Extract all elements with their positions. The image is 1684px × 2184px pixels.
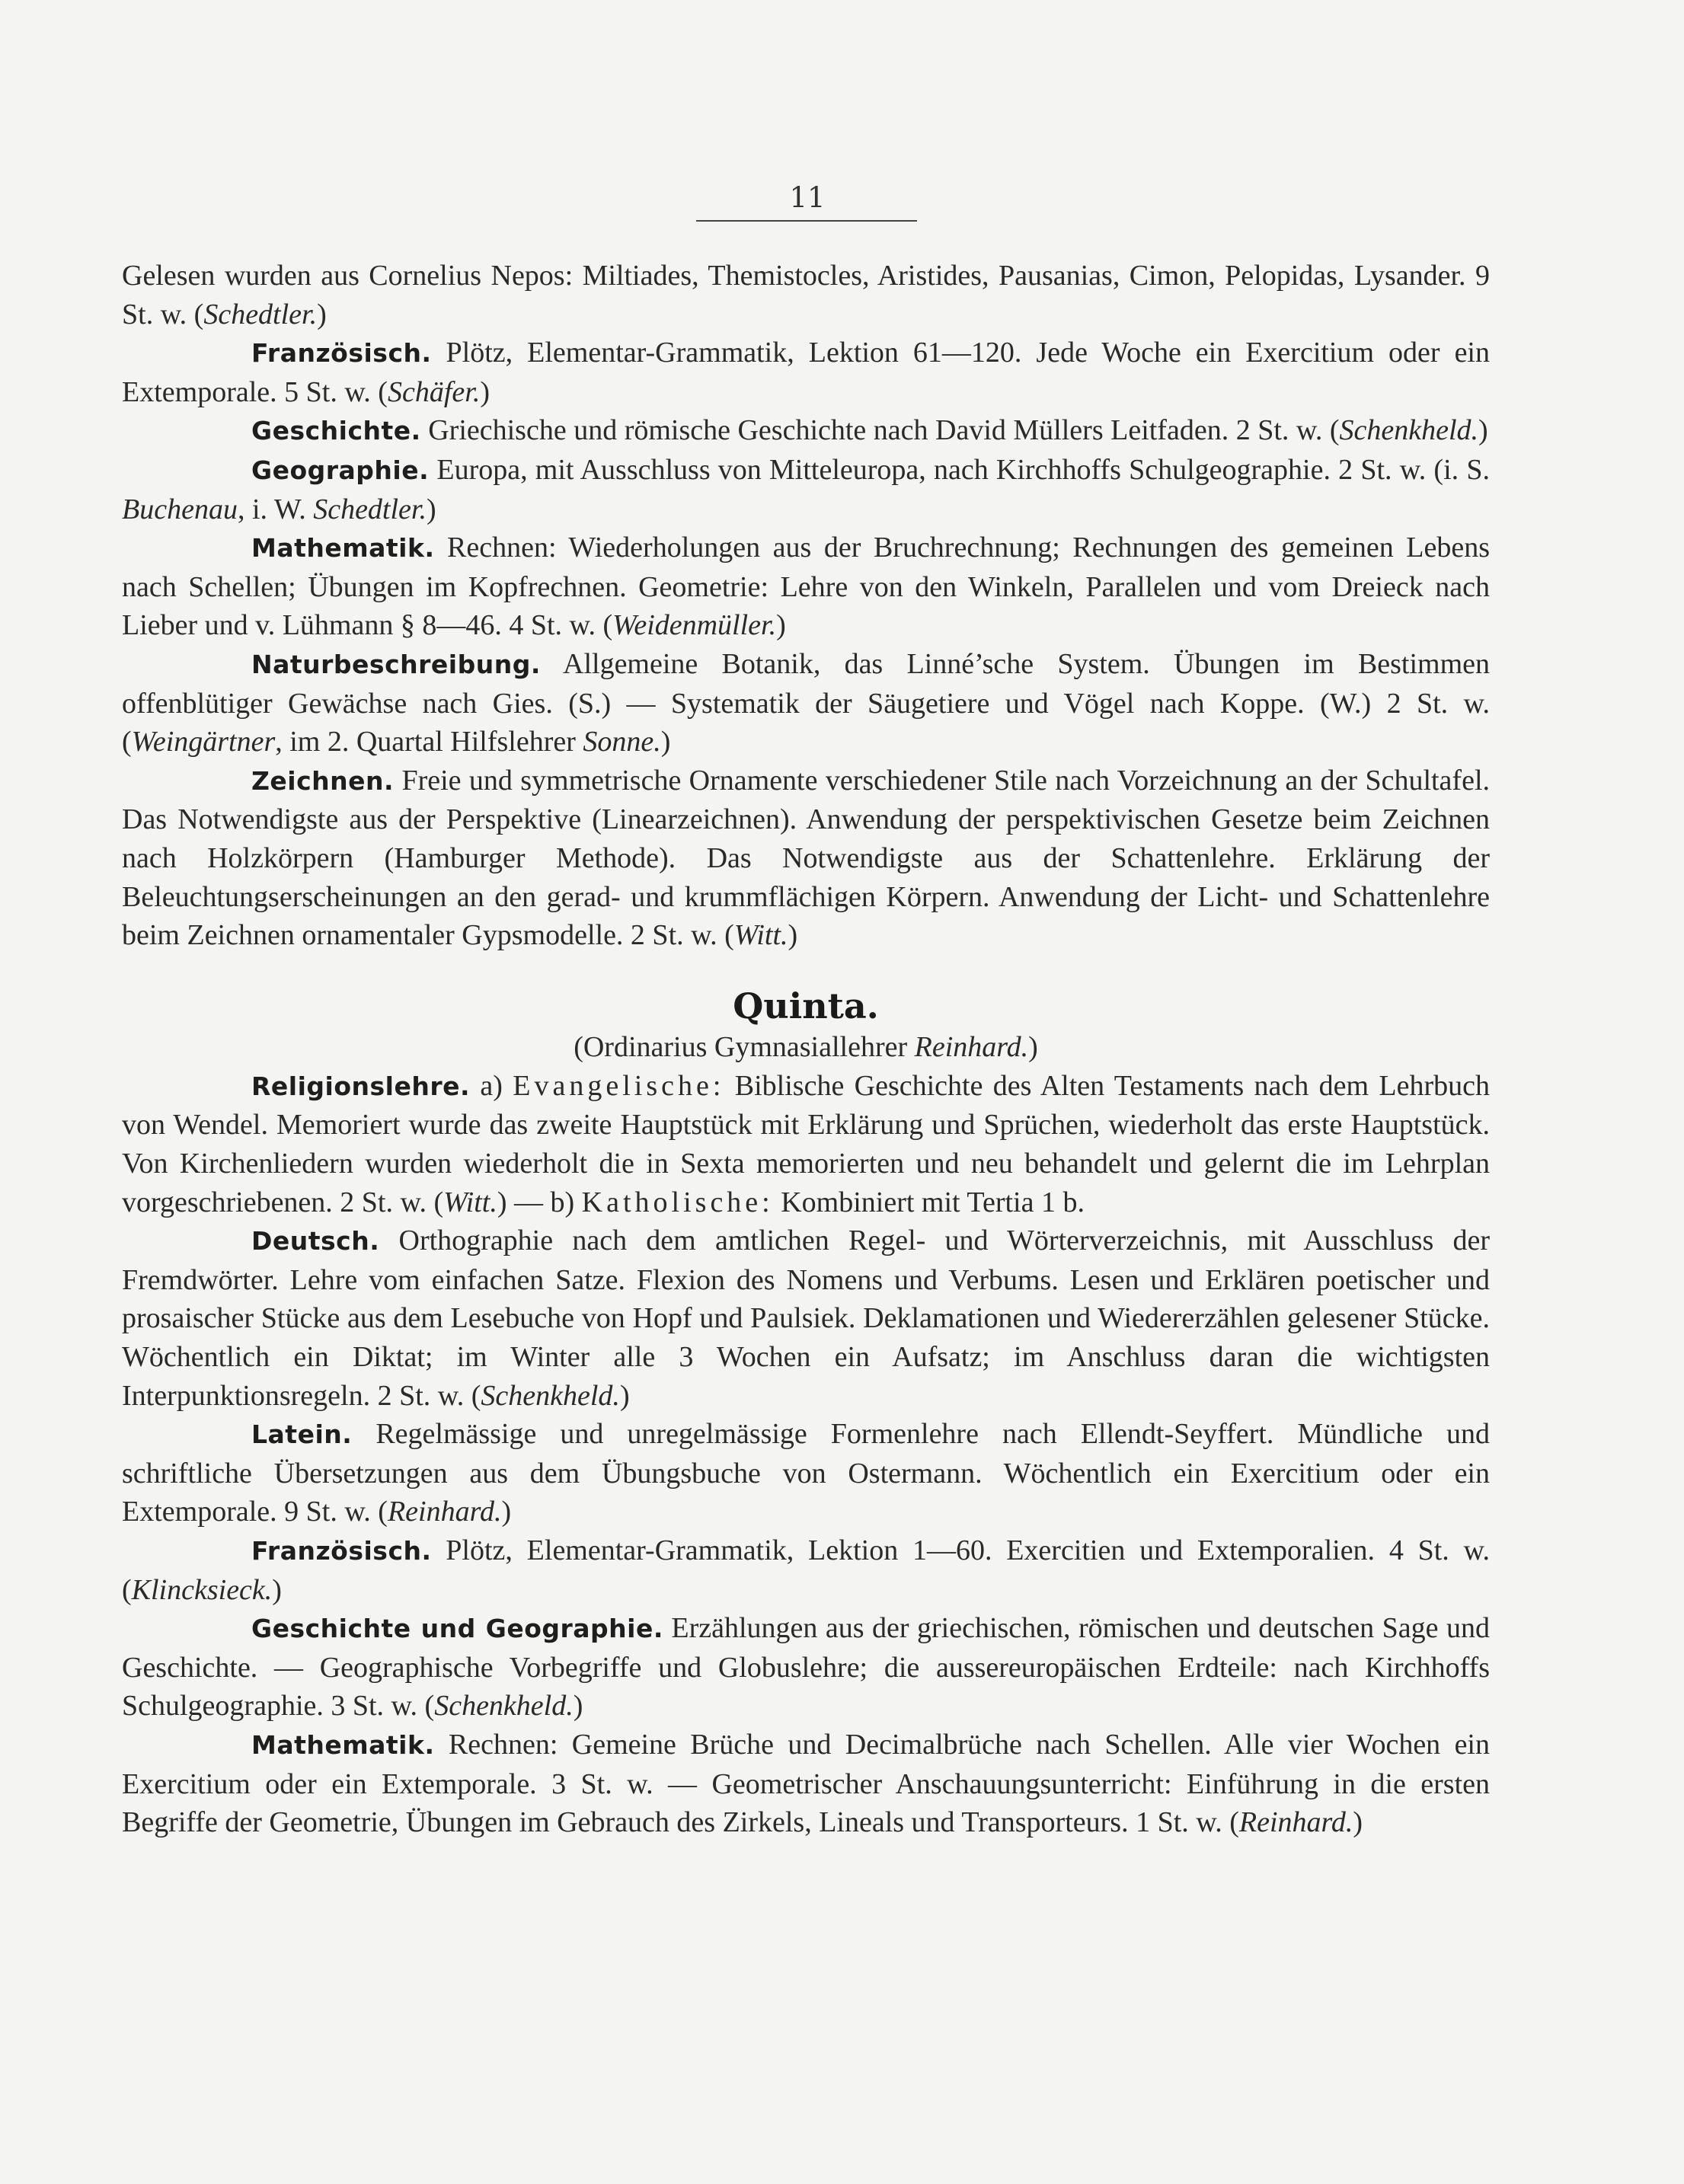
teacher-name: Schedtler.	[203, 298, 318, 330]
paragraph-franzoesisch: Französisch. Plötz, Elementar-Grammatik, Lektion 61—120. Jede Woche ein Exercitium oder ein Extemporale. 5 St. w. (Schäfer.)	[122, 337, 1490, 408]
paragraph-latin-reading: Gelesen wurden aus Cornelius Nepos: Miltiades, Themistocles, Aristides, Pausanias, Cimon, Pelopidas, Lysander. 9 St. w. (Schedtler.)	[122, 260, 1490, 330]
teacher-name: Sonne.	[583, 726, 661, 758]
paragraph-mathematik: Mathematik. Rechnen: Wiederholungen aus der Bruchrechnung; Rechnungen des gemeinen Lebens nach Schellen; Übungen im Kopfrechnen. Geometrie: Lehre von den Winkeln, Parallelen und vom Dreieck nach Lieber und v. Lühmann § 8—46. 4 St. w. (Weidenmüller.)	[122, 532, 1490, 642]
paragraph-geschichte: Geschichte. Griechische und römische Geschichte nach David Müllers Leitfaden. 2 St. w. (Schenkheld.)	[251, 414, 1488, 447]
section-subtitle: (Ordinarius Gymnasiallehrer Reinhard.)	[574, 1031, 1038, 1064]
paragraph-latein: Latein. Regelmässige und unregelmässige Formenlehre nach Ellendt-Seyffert. Mündliche und schriftliche Übersetzungen aus dem Übungsbuche von Ostermann. Wöchentlich ein Exercitium oder ein Extemporale. 9 St. w. (Reinhard.)	[122, 1418, 1490, 1528]
page-number: 11	[789, 181, 826, 214]
paragraph-mathematik-quinta: Mathematik. Rechnen: Gemeine Brüche und Decimalbrüche nach Schellen. Alle vier Wochen ein Exercitium oder ein Extemporale. 3 St. w. — Geometrischer Anschauungsunterricht: Einführung in die ersten Begriffe der Geometrie, Übungen im Gebrauch des Zirkels, Lineals und Transporteurs. 1 St. w. (Reinhard.)	[122, 1728, 1490, 1839]
teacher-name: Buchenau	[122, 493, 238, 525]
teacher-name: Witt.	[443, 1186, 497, 1218]
subject-heading: Latein.	[251, 1419, 353, 1450]
subject-heading: Naturbeschreibung.	[251, 649, 541, 679]
paragraph-franzoesisch-quinta: Französisch. Plötz, Elementar-Grammatik, Lektion 1—60. Exercitien und Extemporalien. 4 St. w. (Klincksieck.)	[122, 1534, 1490, 1606]
teacher-name: Weingärtner	[131, 726, 276, 758]
teacher-name: Witt.	[733, 919, 788, 952]
subject-heading: Zeichnen.	[251, 765, 395, 796]
paragraph-religionslehre: Religionslehre. a) Evangelische: Biblische Geschichte des Alten Testaments nach dem Lehrbuch von Wendel. Memoriert wurde das zweite Hauptstück mit Erklärung und Sprüchen, wiederholt das erste Hauptstück. Von Kirchenliedern wurden wiederholt die in Sexta memorierten und neu behandelt und gelernt die im Lehrplan vorgeschriebenen. 2 St. w. (Witt.) — b) Katholische: Kombiniert mit Tertia 1 b.	[122, 1069, 1491, 1218]
subject-heading: Mathematik.	[251, 1729, 435, 1760]
subject-heading: Französisch.	[251, 338, 432, 369]
page-number-rule	[696, 220, 917, 222]
teacher-name: Reinhard.	[387, 1496, 502, 1528]
body-text	[122, 257, 1490, 1842]
paragraph-zeichnen: Zeichnen. Freie und symmetrische Ornamente verschiedener Stile nach Vorzeichnung an der Schultafel. Das Notwendigste aus der Perspektive (Linearzeichnen). Anwendung der perspektivischen Gesetze beim Zeichnen nach Holzkörpern (Hamburger Methode). Das Notwendigste aus der Schattenlehre. Erklärung der Beleuchtungserscheinungen an den gerad- und krummflächigen Körpern. Anwendung der Licht- und Schattenlehre beim Zeichnen ornamentaler Gypsmodelle. 2 St. w. (Witt.)	[122, 764, 1490, 952]
subject-heading: Deutsch.	[251, 1226, 380, 1256]
subject-heading: Mathematik.	[251, 533, 435, 564]
section-title: Quinta.	[733, 985, 879, 1027]
subject-heading: Geographie.	[251, 455, 430, 485]
paragraph-geographie: Geographie. Europa, mit Ausschluss von Mitteleuropa, nach Kirchhoffs Schulgeographie. 2 St. w. (i. S. Buchenau, i. W. Schedtler.)	[122, 453, 1490, 525]
subject-heading: Geschichte.	[251, 416, 421, 446]
paragraph-deutsch: Deutsch. Orthographie nach dem amtlichen Regel- und Wörterverzeichnis, mit Ausschluss der Fremdwörter. Lehre vom einfachen Satze. Flexion des Nomens und Verbums. Lesen und Erklären poetischer und prosaischer Stücke aus dem Lesebuche von Hopf und Paulsiek. Deklamationen und Wiedererzählen gelesener Stücke. Wöchentlich ein Diktat; im Winter alle 3 Wochen ein Aufsatz; im Anschluss daran die wichtigsten Interpunktionsregeln. 2 St. w. (Schenkheld.)	[122, 1225, 1490, 1412]
teacher-name: Schenkheld.	[481, 1379, 620, 1412]
teacher-name: Schäfer.	[387, 375, 481, 408]
teacher-name: Reinhard.	[1238, 1806, 1353, 1839]
teacher-name: Klincksieck.	[131, 1573, 273, 1606]
teacher-name: Schedtler.	[313, 493, 427, 525]
teacher-name: Reinhard.	[914, 1031, 1029, 1064]
teacher-name: Schenkheld.	[434, 1690, 574, 1723]
teacher-name: Schenkheld.	[1339, 414, 1479, 447]
subject-heading: Religionslehre.	[251, 1071, 471, 1101]
subject-heading: Geschichte und Geographie.	[251, 1614, 663, 1644]
teacher-name: Weidenmüller.	[612, 609, 777, 642]
paragraph-geschichte-geographie: Geschichte und Geographie. Erzählungen aus der griechischen, römischen und deutschen Sage und Geschichte. — Geographische Vorbegriffe und Globuslehre; die aussereuropäischen Erdteile: nach Kirchhoffs Schulgeographie. 3 St. w. (Schenkheld.)	[122, 1612, 1491, 1723]
subject-heading: Französisch.	[251, 1536, 432, 1566]
paragraph-naturbeschreibung: Naturbeschreibung. Allgemeine Botanik, das Linné’sche System. Übungen im Bestimmen offenblütiger Gewächse nach Gies. (S.) — Systematik der Säugetiere und Vögel nach Koppe. (W.) 2 St. w. (Weingärtner, im 2. Quartal Hilfslehrer Sonne.)	[122, 647, 1490, 758]
